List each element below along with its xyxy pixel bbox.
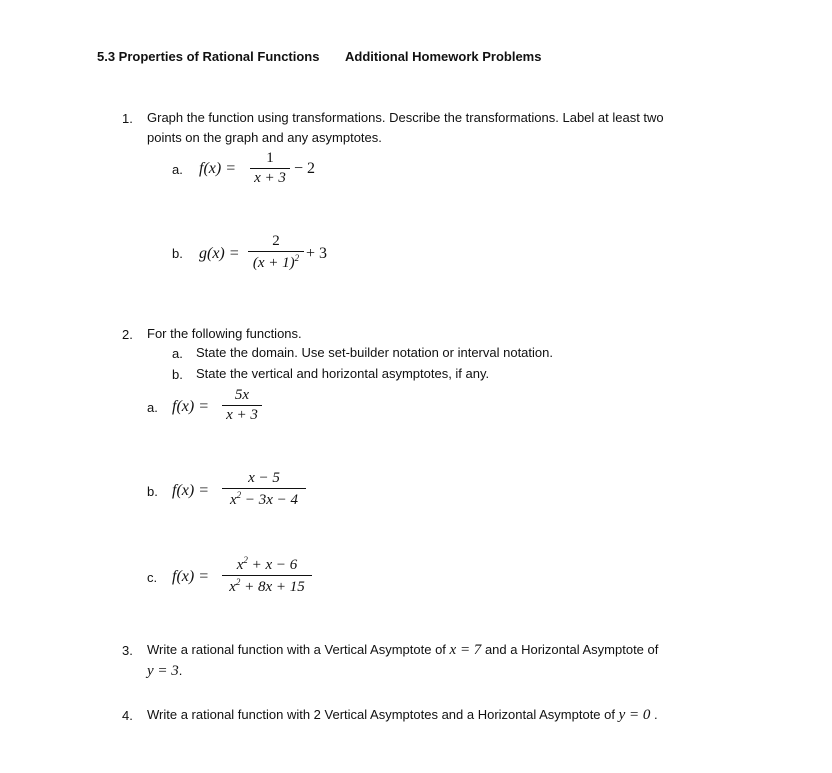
q1b-denominator: (x + 1) xyxy=(252,255,295,271)
q2c-lhs: f(x) = xyxy=(172,568,209,585)
q3-text-line2 xyxy=(147,661,182,681)
q4-number: 4. xyxy=(122,708,133,723)
q3-vertical-asymptote: x = 7 xyxy=(449,642,482,658)
q1a-tail: − 2 xyxy=(294,160,316,177)
q1-number: 1. xyxy=(122,111,133,126)
q4-text-line xyxy=(147,705,658,725)
q2b-numerator: x − 5 xyxy=(248,470,280,486)
q1a-label: a. xyxy=(172,162,183,177)
q2-sub-a-text: State the domain. Use set-builder notation or interval notation. xyxy=(196,345,553,360)
q1a-numerator: 1 xyxy=(266,150,274,166)
q2c-den-exponent: 2 xyxy=(235,577,241,587)
q2c-den-rest: + 8x + 15 xyxy=(240,579,305,595)
q3-text-start: Write a rational function with a Vertical Asymptote of xyxy=(147,642,446,657)
q2c-num-exponent: 2 xyxy=(243,555,248,565)
q3-text-mid: and a Horizontal Asymptote of xyxy=(484,642,659,657)
q2a-label: a. xyxy=(147,400,158,415)
page-subtitle: Additional Homework Problems xyxy=(345,49,542,64)
q1b-label: b. xyxy=(172,246,183,261)
q4-text: Write a rational function with 2 Vertical Asymptotes and a Horizontal Asymptote of xyxy=(147,707,615,722)
q2-sub-b-label: b. xyxy=(172,367,183,382)
q2-number: 2. xyxy=(122,327,133,342)
q2b-den-exponent: 2 xyxy=(236,490,242,500)
q2a-denominator: x + 3 xyxy=(226,407,258,423)
q2-sub-a-label: a. xyxy=(172,346,183,361)
q2c-label: c. xyxy=(147,570,158,585)
q1a-fraction xyxy=(250,150,290,187)
q2-text: For the following functions. xyxy=(147,326,302,341)
q2b-lhs: f(x) = xyxy=(172,482,209,499)
q2b-fraction xyxy=(222,470,306,509)
q2c-den-base: x xyxy=(229,579,236,595)
q4-end: . xyxy=(654,707,658,722)
q1b-den-exponent: 2 xyxy=(294,253,300,263)
q1b-numerator: 2 xyxy=(272,233,280,249)
q3-horizontal-asymptote: y = 3 xyxy=(147,663,179,679)
page-title: 5.3 Properties of Rational Functions xyxy=(97,49,320,64)
q1b-tail: + 3 xyxy=(306,245,328,262)
q1b-lhs: g(x) = xyxy=(199,245,240,262)
q2a-fraction xyxy=(222,387,262,424)
q2a-numerator: 5x xyxy=(234,387,250,403)
q3-number: 3. xyxy=(122,643,133,658)
q2b-den-base: x xyxy=(229,492,237,508)
q2c-fraction xyxy=(222,555,312,596)
q1-text-line2: points on the graph and any asymptotes. xyxy=(147,130,382,145)
q1a-denominator: x + 3 xyxy=(254,170,286,186)
q2c-num-rest: + x − 6 xyxy=(247,557,298,573)
q2c-num-base: x xyxy=(236,557,244,573)
q1b-fraction xyxy=(248,233,304,272)
q3-text-line1 xyxy=(147,640,658,660)
q2a-lhs: f(x) = xyxy=(172,398,209,415)
q2-sub-b-text: State the vertical and horizontal asymptotes, if any. xyxy=(196,366,490,381)
q1-text-line1: Graph the function using transformations. Describe the transformations. Label at least two xyxy=(147,110,664,125)
q2b-label: b. xyxy=(147,484,158,499)
q4-horizontal-asymptote: y = 0 xyxy=(618,707,651,723)
q1a-lhs: f(x) = xyxy=(199,160,236,177)
q3-end: . xyxy=(178,663,183,678)
q2b-den-rest: − 3x − 4 xyxy=(241,492,299,508)
